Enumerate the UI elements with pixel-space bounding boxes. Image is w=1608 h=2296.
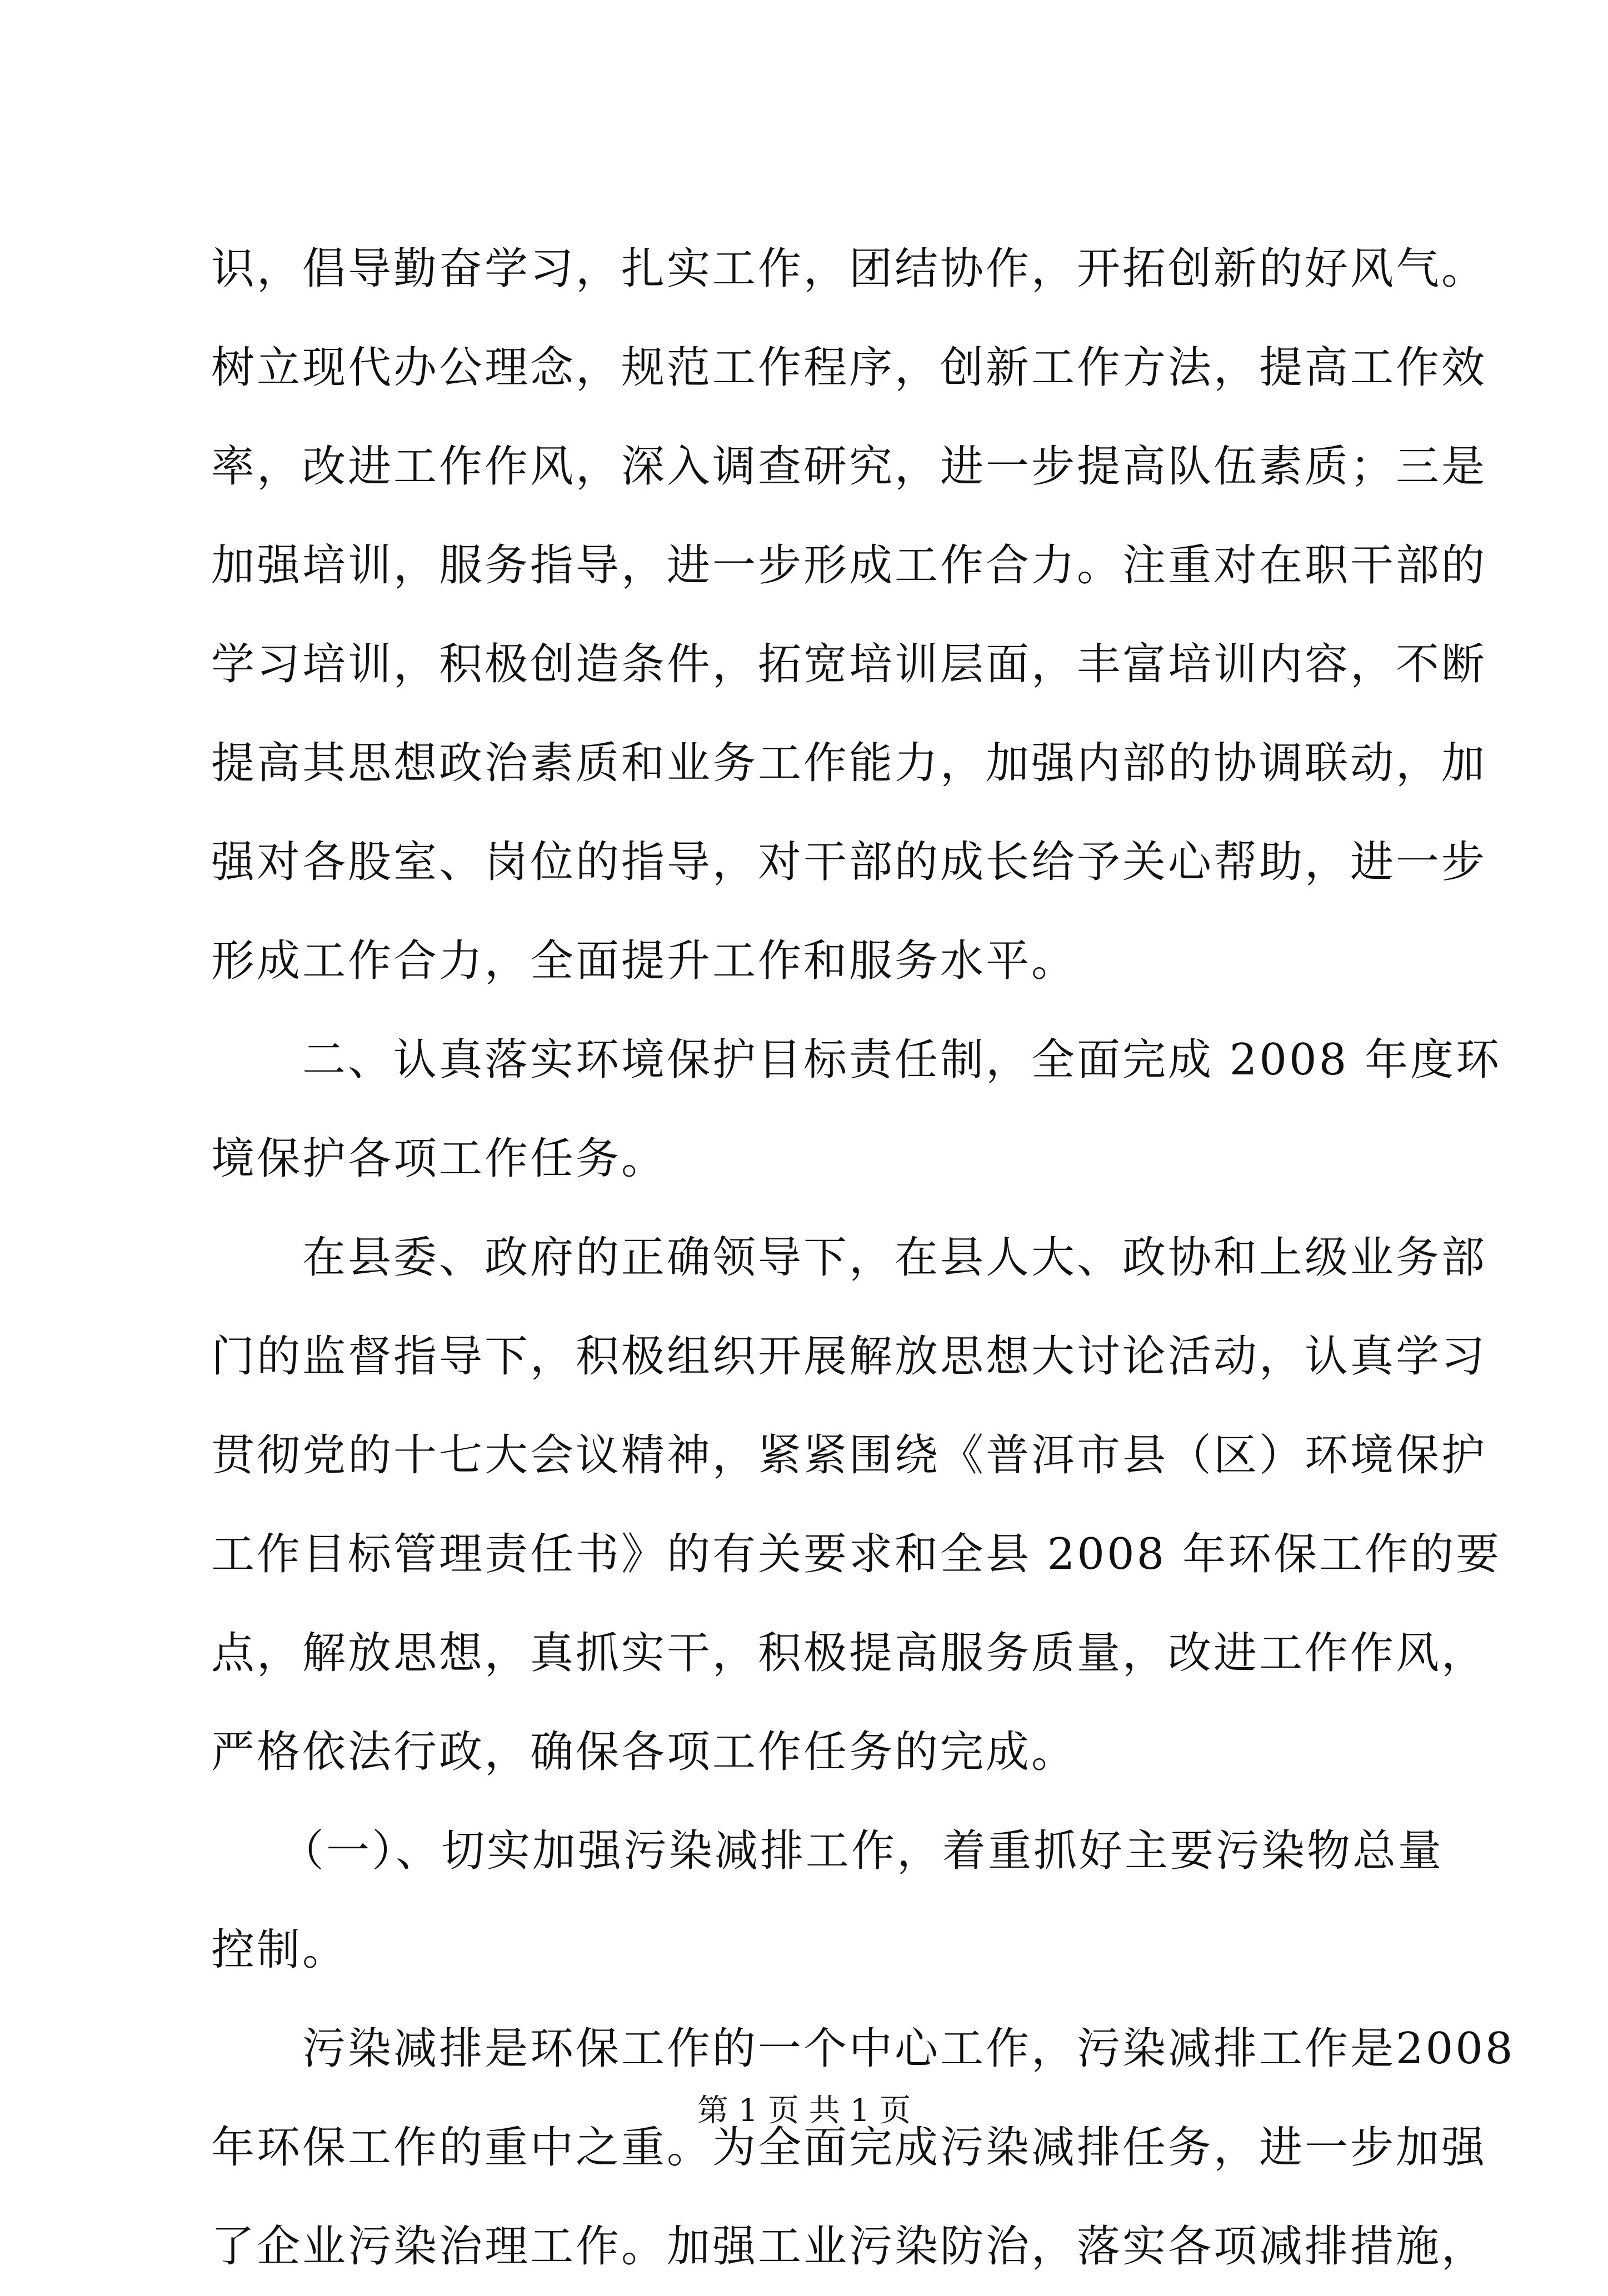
- text-line: 形成工作合力，全面提升工作和服务水平。: [211, 936, 1077, 986]
- text-line: 点，解放思想，真抓实干，积极提高服务质量，改进工作作风，: [211, 1628, 1487, 1678]
- text-line: 识，倡导勤奋学习，扎实工作，团结协作，开拓创新的好风气。: [211, 244, 1487, 294]
- text-line: 了企业污染治理工作。加强工业污染防治，落实各项减排措施，: [211, 2222, 1487, 2272]
- section-heading-line: 境保护各项工作任务。: [211, 1134, 667, 1184]
- text-line: 树立现代办公理念，规范工作程序，创新工作方法，提高工作效: [211, 343, 1487, 393]
- text-line: 年环保工作的重中之重。为全面完成污染减排任务，进一步加强: [211, 2123, 1487, 2173]
- text-line: 工作目标管理责任书》的有关要求和全县 2008 年环保工作的要: [211, 1529, 1502, 1579]
- text-line: 污染减排是环保工作的一个中心工作，污染减排工作是2008: [211, 2024, 1515, 2074]
- subsection-heading-line: 控制。: [211, 1925, 348, 1975]
- subsection-heading-line: （一）、切实加强污染减排工作，着重抓好主要污染物总量: [211, 1826, 1444, 1876]
- page-number-label: 第 1 页 共 1 页: [697, 2093, 911, 2129]
- text-line: 率，改进工作作风，深入调查研究，进一步提高队伍素质；三是: [211, 442, 1487, 492]
- section-heading-line: 二、认真落实环境保护目标责任制，全面完成 2008 年度环: [211, 1035, 1502, 1085]
- document-body: [211, 219, 1515, 2296]
- text-line: 提高其思想政治素质和业务工作能力，加强内部的协调联动，加: [211, 738, 1487, 788]
- text-line: 加强培训，服务指导，进一步形成工作合力。注重对在职干部的: [211, 541, 1487, 591]
- text-line: 贯彻党的十七大会议精神，紧紧围绕《普洱市县（区）环境保护: [211, 1430, 1487, 1480]
- text-line: 在县委、政府的正确领导下，在县人大、政协和上级业务部: [211, 1233, 1487, 1283]
- page-footer: [0, 2089, 1608, 2133]
- text-line: 门的监督指导下，积极组织开展解放思想大讨论活动，认真学习: [211, 1332, 1487, 1382]
- text-line: 强对各股室、岗位的指导，对干部的成长给予关心帮助，进一步: [211, 837, 1487, 887]
- text-line: 严格依法行政，确保各项工作任务的完成。: [211, 1727, 1077, 1777]
- text-line: 学习培训，积极创造条件，拓宽培训层面，丰富培训内容，不断: [211, 639, 1487, 689]
